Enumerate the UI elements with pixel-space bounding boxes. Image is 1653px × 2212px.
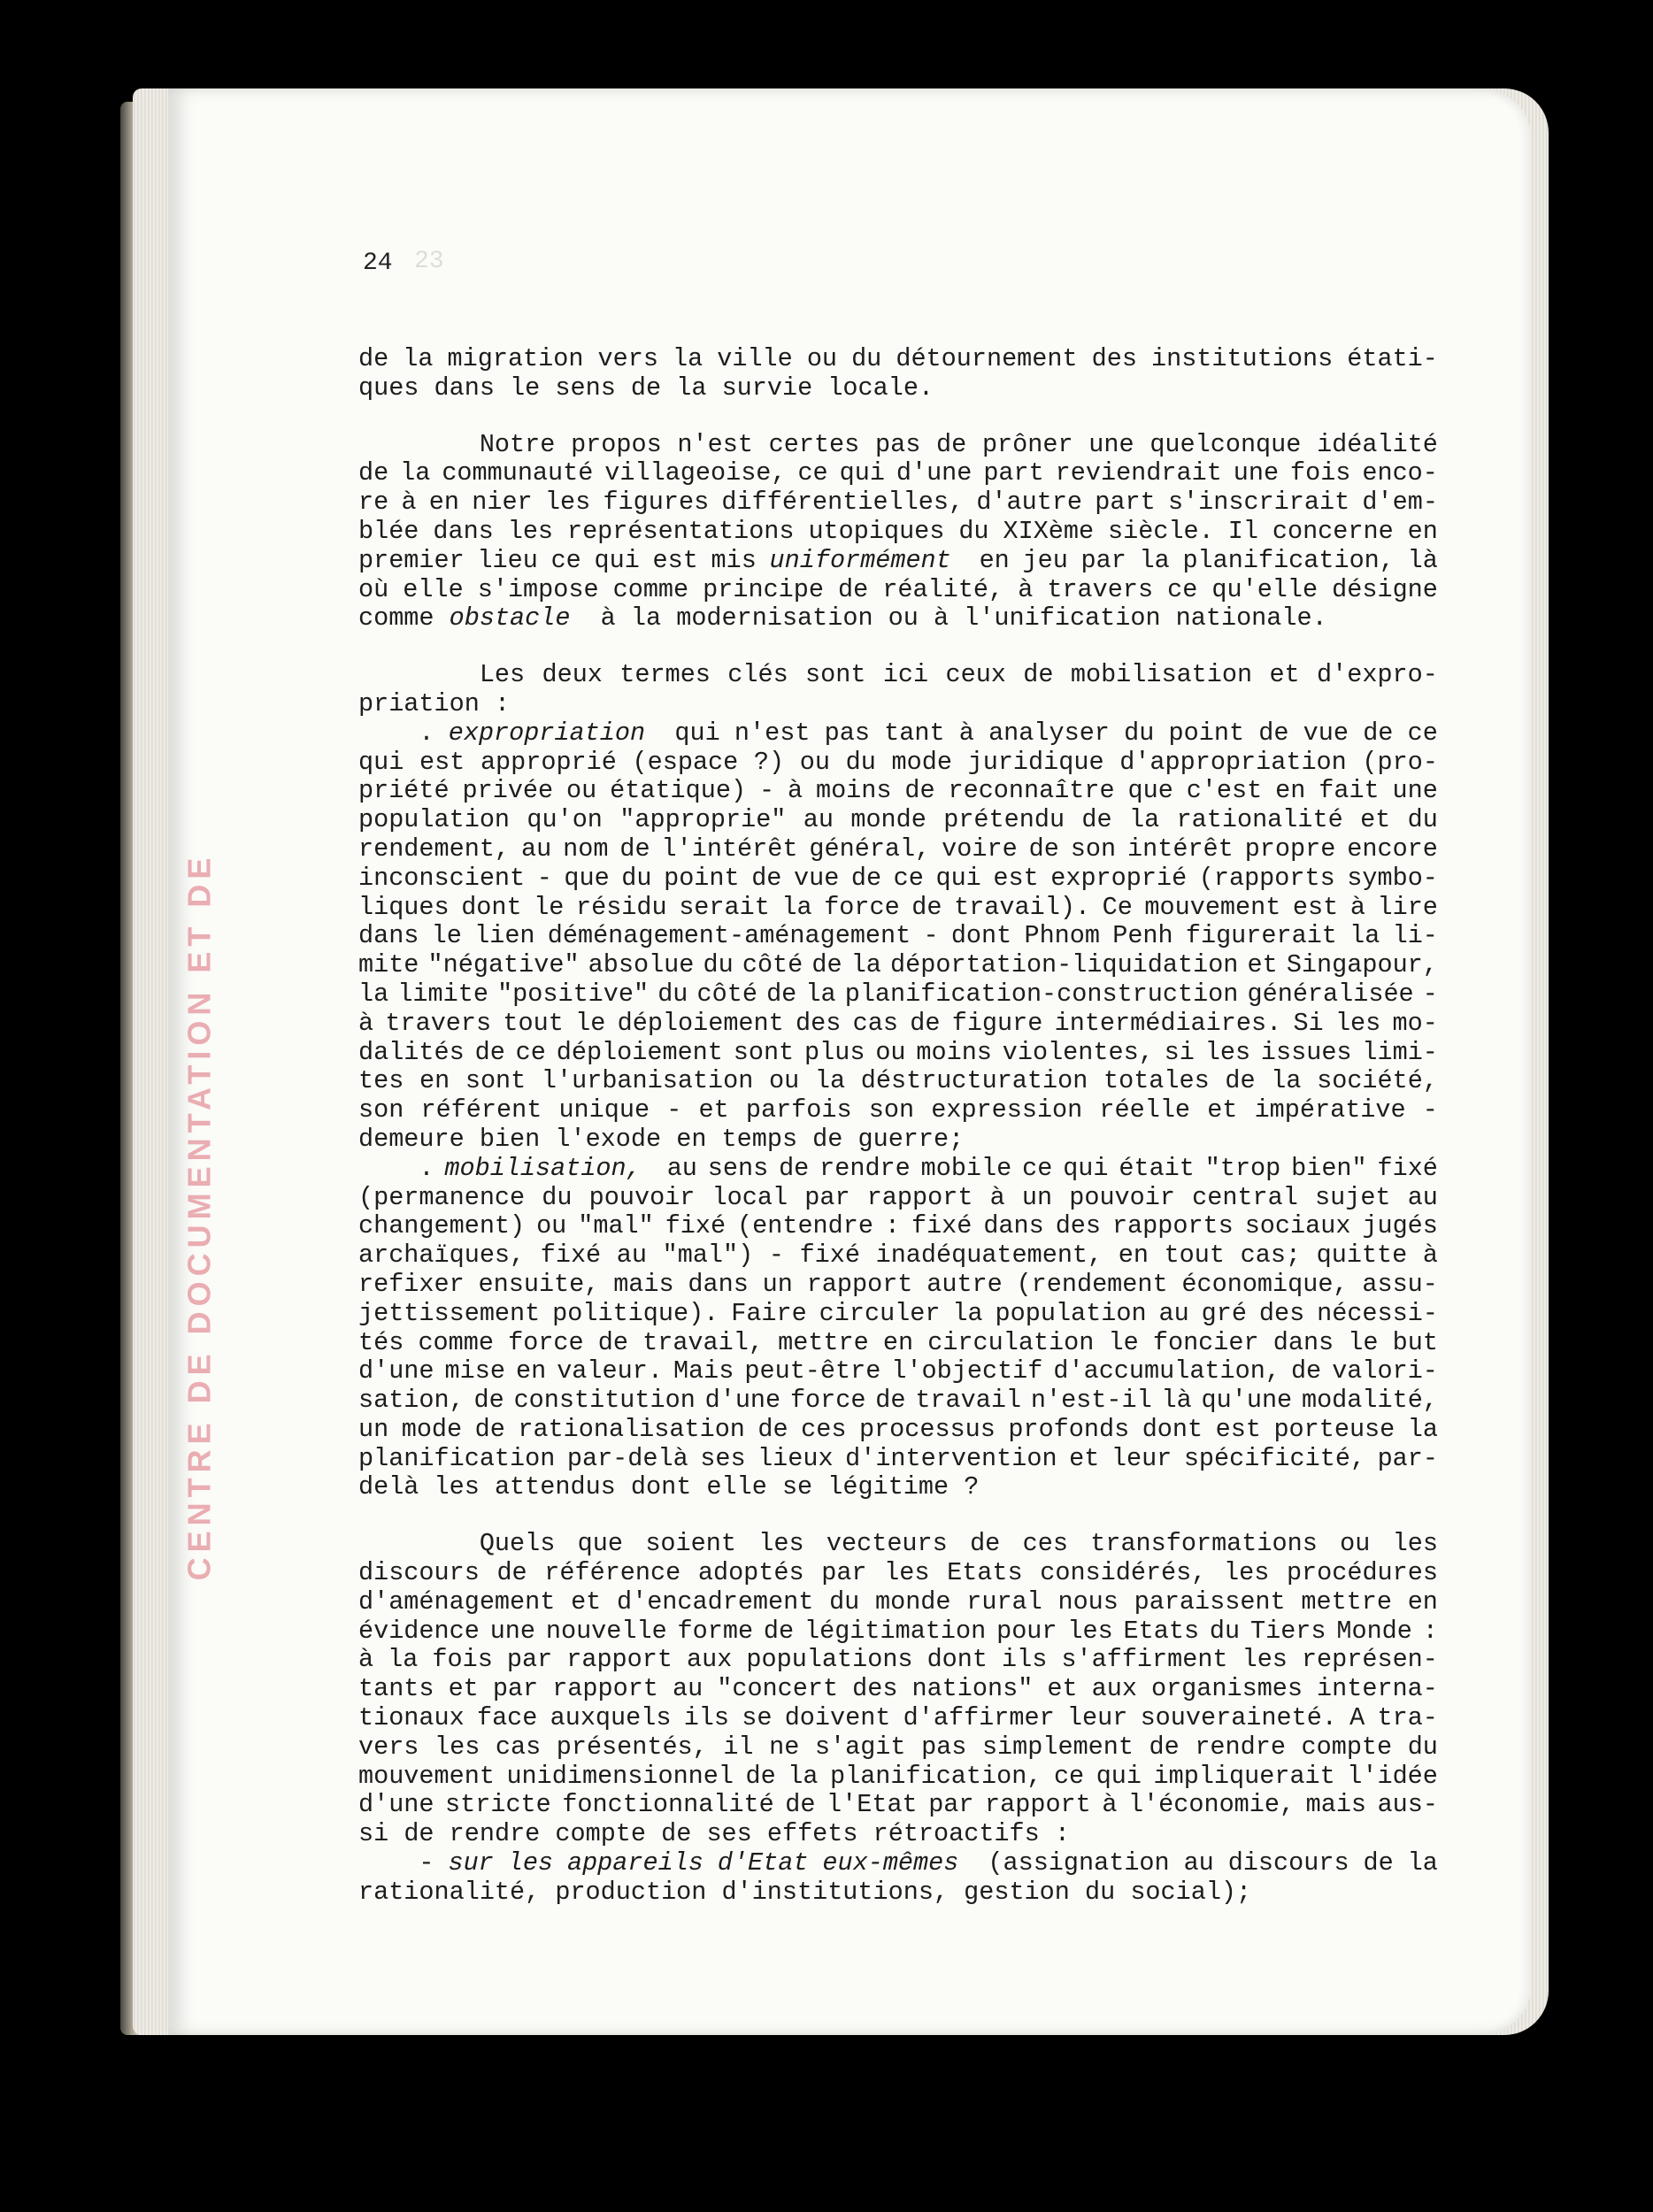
text-line: dalités de ce déploiement sont plus ou moins violentes, si les issues limi- [358, 1037, 1438, 1067]
text-line: un mode de rationalisation de ces processus profonds dont est porteuse la [358, 1414, 1438, 1444]
paragraph-gap [358, 403, 1438, 431]
text-line: où elle s'impose comme principe de réalité, à travers ce qu'elle désigne [358, 574, 1438, 604]
text-line: priation : [358, 688, 511, 718]
text-line: tes en sont l'urbanisation ou la déstructuration totales de la société, [358, 1066, 1438, 1096]
text-line: mouvement unidimensionnel de la planification, ce qui impliquerait l'idée [358, 1761, 1438, 1791]
text-line: archaïques, fixé au "mal") - fixé inadéquatement, en tout cas; quitte à [358, 1240, 1438, 1271]
text-line: demeure bien l'exode en temps de guerre; [358, 1124, 965, 1154]
text-line: changement) ou "mal" fixé (entendre : fixé dans des rapports sociaux jugés [358, 1211, 1438, 1241]
text-line: à la fois par rapport aux populations dont ils s'affirment les représen- [358, 1645, 1438, 1675]
paragraph-gap [358, 1502, 1438, 1530]
text-line: dans le lien déménagement-aménagement - dont Phnom Penh figurerait la li- [358, 921, 1438, 951]
text-line: delà les attendus dont elle se légitime ? [358, 1472, 980, 1502]
text-line: Notre propos n'est certes pas de prôner une quelconque idéalité [479, 429, 1438, 459]
text-line: . mobilisation, au sens de rendre mobile ce qui était "trop bien" fixé [419, 1153, 1438, 1183]
text-line: discours de référence adoptés par les Etats considérés, les procédures [358, 1558, 1438, 1588]
text-line: son référent unique - et parfois son expression réelle et impérative - [358, 1095, 1438, 1125]
text-line: premier lieu ce qui est mis uniformément en jeu par la planification, là [358, 545, 1438, 575]
text-line: d'une mise en valeur. Mais peut-être l'objectif d'accumulation, de valori- [358, 1356, 1438, 1386]
text-line: ques dans le sens de la survie locale. [358, 373, 934, 403]
text-line: tionaux face auxquels ils se doivent d'affirmer leur souveraineté. A tra- [358, 1703, 1438, 1733]
text-line: (permanence du pouvoir local par rapport à un pouvoir central sujet au [358, 1182, 1438, 1212]
text-line: blée dans les représentations utopiques du XIXème siècle. Il concerne en [358, 516, 1438, 546]
text-line: tés comme force de travail, mettre en circulation le foncier dans le but [358, 1327, 1438, 1357]
text-line: qui est approprié (espace ?) ou du mode juridique d'appropriation (pro- [358, 747, 1438, 777]
text-line: refixer ensuite, mais dans un rapport autre (rendement économique, assu- [358, 1269, 1438, 1299]
show-through-page-number: 23 [414, 248, 444, 275]
text-line: évidence une nouvelle forme de légitimation pour les Etats du Tiers Monde : [358, 1616, 1438, 1646]
text-line: Les deux termes clés sont ici ceux de mobilisation et d'expro- [479, 660, 1438, 690]
text-line: re à en nier les figures différentielles, d'autre part s'inscrirait d'em- [358, 488, 1438, 518]
text-line: jettissement politique). Faire circuler la population au gré des nécessi- [358, 1298, 1438, 1328]
body-text [358, 345, 1438, 1908]
text-line: liques dont le résidu serait la force de travail). Ce mouvement est à lire [358, 892, 1438, 922]
page-number: 24 [363, 250, 393, 277]
library-stamp [168, 852, 230, 1581]
text-line: planification par-delà ses lieux d'intervention et leur spécificité, par- [358, 1443, 1438, 1473]
text-line: de la migration vers la ville ou du détournement des institutions étati- [358, 344, 1438, 373]
text-line: priété privée ou étatique) - à moins de reconnaître que c'est en fait une [358, 776, 1438, 806]
text-line: sation, de constitution d'une force de travail n'est-il là qu'une modalité, [358, 1386, 1438, 1416]
text-line: vers les cas présentés, il ne s'agit pas simplement de rendre compte du [358, 1732, 1438, 1762]
text-line: comme obstacle à la modernisation ou à l'unification nationale. [358, 603, 1327, 634]
stamp-text: CENTRE DE DOCUMENTATION ET DE [181, 852, 218, 1581]
text-line: Quels que soient les vecteurs de ces transformations ou les [479, 1529, 1438, 1559]
text-line: de la communauté villageoise, ce qui d'une part reviendrait une fois enco- [358, 458, 1438, 488]
text-line: rendement, au nom de l'intérêt général, voire de son intérêt propre encore [358, 833, 1438, 864]
text-line: la limite "positive" du côté de la planification-construction généralisée - [358, 979, 1438, 1009]
text-line: d'aménagement et d'encadrement du monde rural nous paraissent mettre en [358, 1586, 1438, 1617]
text-line: tants et par rapport au "concert des nations" et aux organismes interna- [358, 1674, 1438, 1704]
text-line: inconscient - que du point de vue de ce qui est exproprié (rapports symbo- [358, 863, 1438, 893]
text-line: . expropriation qui n'est pas tant à analyser du point de vue de ce [419, 718, 1438, 748]
paragraph-gap [358, 634, 1438, 661]
text-line: - sur les appareils d'Etat eux-mêmes (assignation au discours de la [419, 1848, 1438, 1878]
text-line: à travers tout le déploiement des cas de figure intermédiaires. Si les mo- [358, 1008, 1438, 1038]
text-line: population qu'on "approprie" au monde prétendu de la rationalité et du [358, 805, 1438, 835]
text-line: mite "négative" absolue du côté de la déportation-liquidation et Singapour, [358, 950, 1438, 980]
text-line: si de rendre compte de ses effets rétroactifs : [358, 1819, 1070, 1849]
text-line: rationalité, production d'institutions, gestion du social); [358, 1877, 1252, 1907]
text-line: d'une stricte fonctionnalité de l'Etat par rapport à l'économie, mais aus- [358, 1790, 1438, 1820]
